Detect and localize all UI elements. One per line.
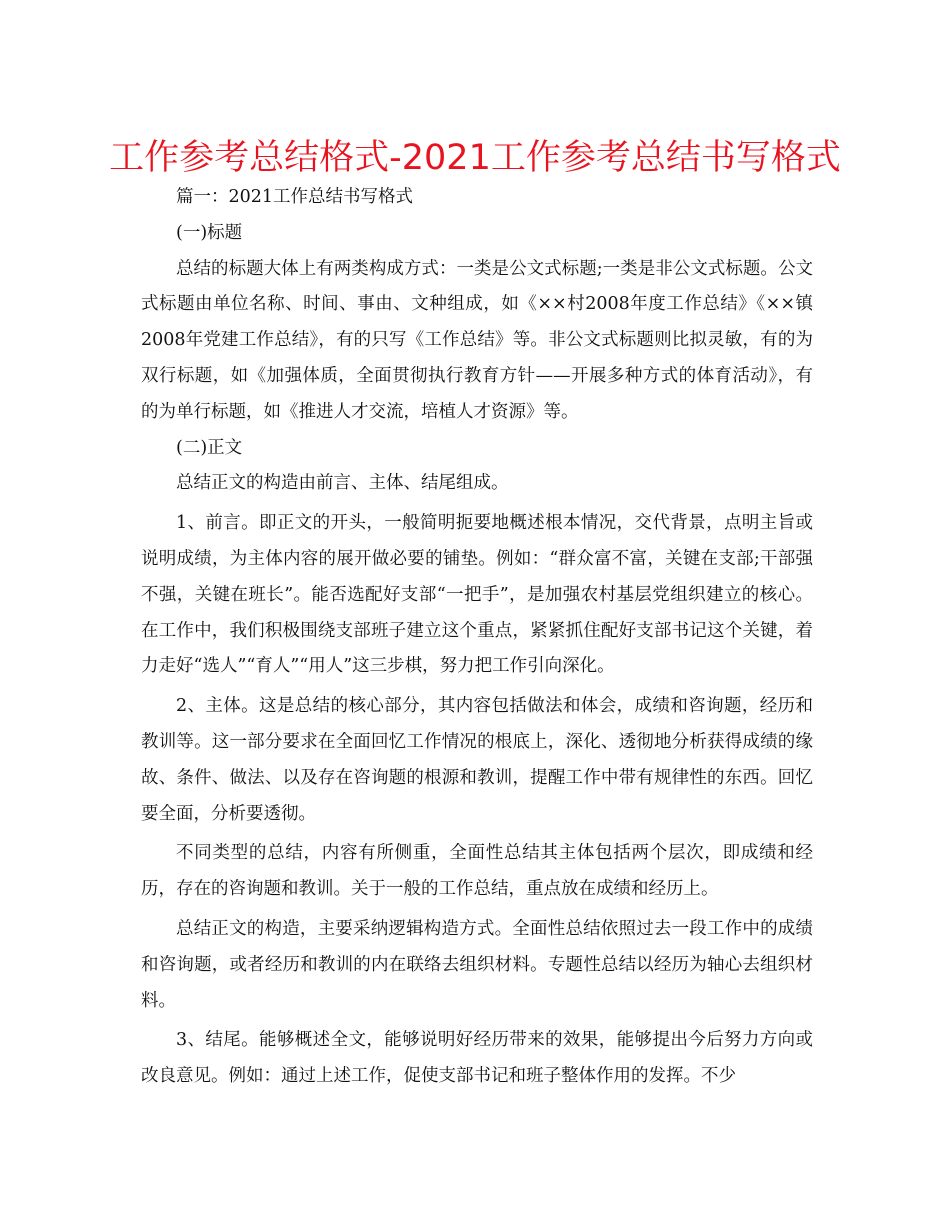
paragraph-ending: 3、结尾。能够概述全文，能够说明好经历带来的效果，能够提出今后努力方向或改良意见。例如：通过上述工作，促使支部书记和班子整体作用的发挥。不少 [141, 1030, 813, 1087]
section-heading-part-one: 篇一：2021工作总结书写格式 [176, 187, 414, 207]
paragraph-title-types: 总结的标题大体上有两类构成方式：一类是公文式标题;一类是非公文式标题。公文式标题由单位名称、时间、事由、文种组成，如《××村2008年度工作总结》《××镇2008年党建工作总结》，有的只写《工作总结》等。非公文式标题则比拟灵敏，有的为双行标题，如《加强体质，全面贯彻执行教育方针——开展多种方式的体育活动》，有的为单行标题，如《推进人才交流，培植人才资源》等。 [141, 258, 813, 422]
paragraph-body-logic: 总结正文的构造，主要采纳逻辑构造方式。全面性总结依照过去一段工作中的成绩和咨询题，或者经历和教训的内在联络去组织材料。专题性总结以经历为轴心去组织材料。 [141, 918, 813, 1011]
subheading-body: (二)正文 [176, 437, 243, 458]
paragraph-main-body: 2、主体。这是总结的核心部分，其内容包括做法和体会，成绩和咨询题，经历和教训等。这一部分要求在全面回忆工作情况的根底上，深化、透彻地分析获得成绩的缘故、条件、做法、以及存在咨询题的根源和教训，提醒工作中带有规律性的东西。回忆要全面，分析要透彻。 [141, 696, 813, 824]
document-body [141, 180, 813, 1095]
paragraph-summary-types: 不同类型的总结，内容有所侧重，全面性总结其主体包括两个层次，即成绩和经历，存在的咨询题和教训。关于一般的工作总结，重点放在成绩和经历上。 [141, 843, 813, 900]
paragraph-preface: 1、前言。即正文的开头，一般简明扼要地概述根本情况，交代背景，点明主旨或说明成绩，为主体内容的展开做必要的铺垫。例如：“群众富不富，关键在支部;干部强不强，关键在班长”。能否选配好支部“一把手”，是加强农村基层党组织建立的核心。在工作中，我们积极围绕支部班子建立这个重点，紧紧抓住配好支部书记这个关键，着力走好“选人”“育人”“用人”这三步棋，努力把工作引向深化。 [141, 513, 813, 677]
document-title: 工作参考总结格式-2021工作参考总结书写格式 [109, 138, 841, 178]
subheading-title: (一)标题 [176, 222, 243, 243]
paragraph-body-structure: 总结正文的构造由前言、主体、结尾组成。 [176, 473, 509, 494]
